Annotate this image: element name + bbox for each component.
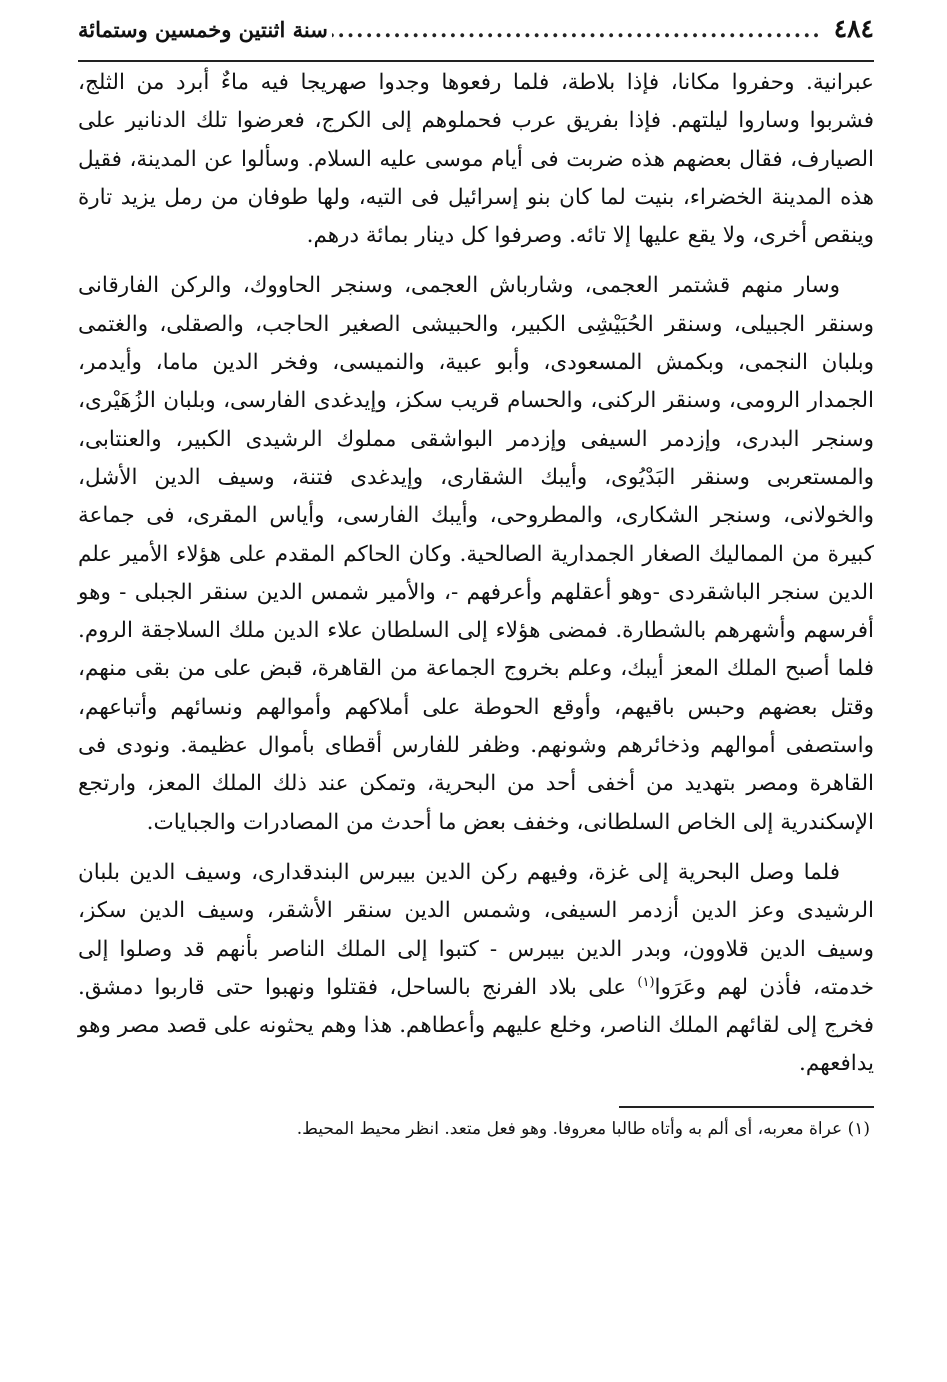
spacer: [78, 842, 874, 854]
body-text: [78, 62, 874, 1084]
paragraph-text: على بلاد الفرنج بالساحل، فقتلوا ونهبوا حتى قاربوا دمشق. فخرج إلى لقائهم الملك الناصر، وخلع عليهم وأعطاهم. هذا وهم يحثونه على قصد مصر وهو يدافعهم.: [78, 974, 874, 1077]
page-number: ٤٨٤: [833, 14, 874, 43]
paragraph: وسار منهم قشتمر العجمى، وشارباش العجمى، وسنجر الحاووك، والركن الفارقانى وسنقر الجبيلى، وسنقر الحُبَيْشِى الكبير، والحبيشى الصغير الحاجب، والصقلى، والغتمى وبلبان النجمى، وبكمش المسعودى، وأبو عبية، والنميسى، وفخر الدين ماما، وأيدمر، الجمدار الرومى، وسنقر الركنى، والحسام قريب سكز، وإيدغدى الفارسى، وبلبان الزُهَيْرى، وسنجر البدرى، وإزدمر السيفى وإزدمر البواشقى مملوك الرشيدى الكبير، والعنتابى، والمستعربى وسنقر البَدْيُوى، وأيبك الشقارى، وإيدغدى فتنة، وسيف الدين الأشل، والخولانى، وسنجر الشكارى، والمطروحى، وأيبك الفارسى، وأياس المقرى، فى جماعة كبيرة من المماليك الصغار الجمدارية الصالحية. وكان الحاكم المقدم على هؤلاء الأمير علم الدين سنجر الباشقردى -وهو أعقلهم وأعرفهم -، والأمير شمس الدين سنقر الجبلى - وهو أفرسهم وأشهرهم بالشطارة. فمضى هؤلاء إلى السلطان علاء الدين ملك السلاجقة الروم. فلما أصبح الملك المعز أيبك، وعلم بخروج الجماعة من القاهرة، قبض على من بقى منهم، وقتل بعضهم وحبس باقيهم، وأوقع الحوطة على أملاكهم وأموالهم ونسائهم وأتباعهم، واستصفى أموالهم وذخائرهم وشونهم. وظفر للفارس أقطاى بأموال عظيمة. ونودى فى القاهرة ومصر بتهديد من أخفى أحد من البحرية، وتمكن عند ذلك الملك المعز، وارتجع الإسكندرية إلى الخاص السلطانى، وخفف بعض ما أحدث من المصادرات والجبايات.: [78, 273, 874, 835]
paragraph-text: فلما وصل البحرية إلى غزة، وفيهم ركن الدين بيبرس البندقدارى، وسيف الدين بلبان الرشيدى وعز الدين أزدمر السيفى، وشمس الدين سنقر الأشقر، وسيف الدين سكز، وسيف الدين قلاوون، وبدر الدين بيبرس - كتبوا إلى الملك الناصر بأنهم قد وصلوا إلى خدمته، فأذن لهم وعَرَوا: [78, 859, 874, 1000]
running-head: [78, 14, 874, 62]
dot-leader: [332, 17, 822, 42]
running-title: سنة اثنتين وخمسين وستمائة: [78, 17, 328, 42]
footnote-separator: [619, 1106, 874, 1108]
spacer: [78, 255, 874, 267]
footnote-reference: (١): [637, 974, 655, 990]
paragraph: [78, 854, 874, 1084]
book-page: [78, 14, 874, 1144]
paragraph: عبرانية. وحفروا مكانا، فإذا بلاطة، فلما رفعوها وجدوا صهريجا فيه ماءٌ أبرد من الثلج، فشربوا وساروا ليلتهم. فإذا بفريق عرب فحملوهم إلى الكرج، فعرضوا تلك الدنانير على الصيارف، فقال بعضهم هذه ضربت فى أيام موسى عليه السلام. وسألوا عن المدينة، فقيل هذه المدينة الخضراء، بنيت لما كان بنو إسرائيل فى التيه، ولها طوفان من رمل يزيد تارة وينقص أخرى، ولا يقع عليها إلا تائه. وصرفوا كل دينار بمائة درهم.: [78, 70, 874, 249]
footnote: (١) عراة معربه، أى ألم به وأتاه طالبا معروفا. وهو فعل متعد. انظر محيط المحيط.: [296, 1118, 870, 1139]
